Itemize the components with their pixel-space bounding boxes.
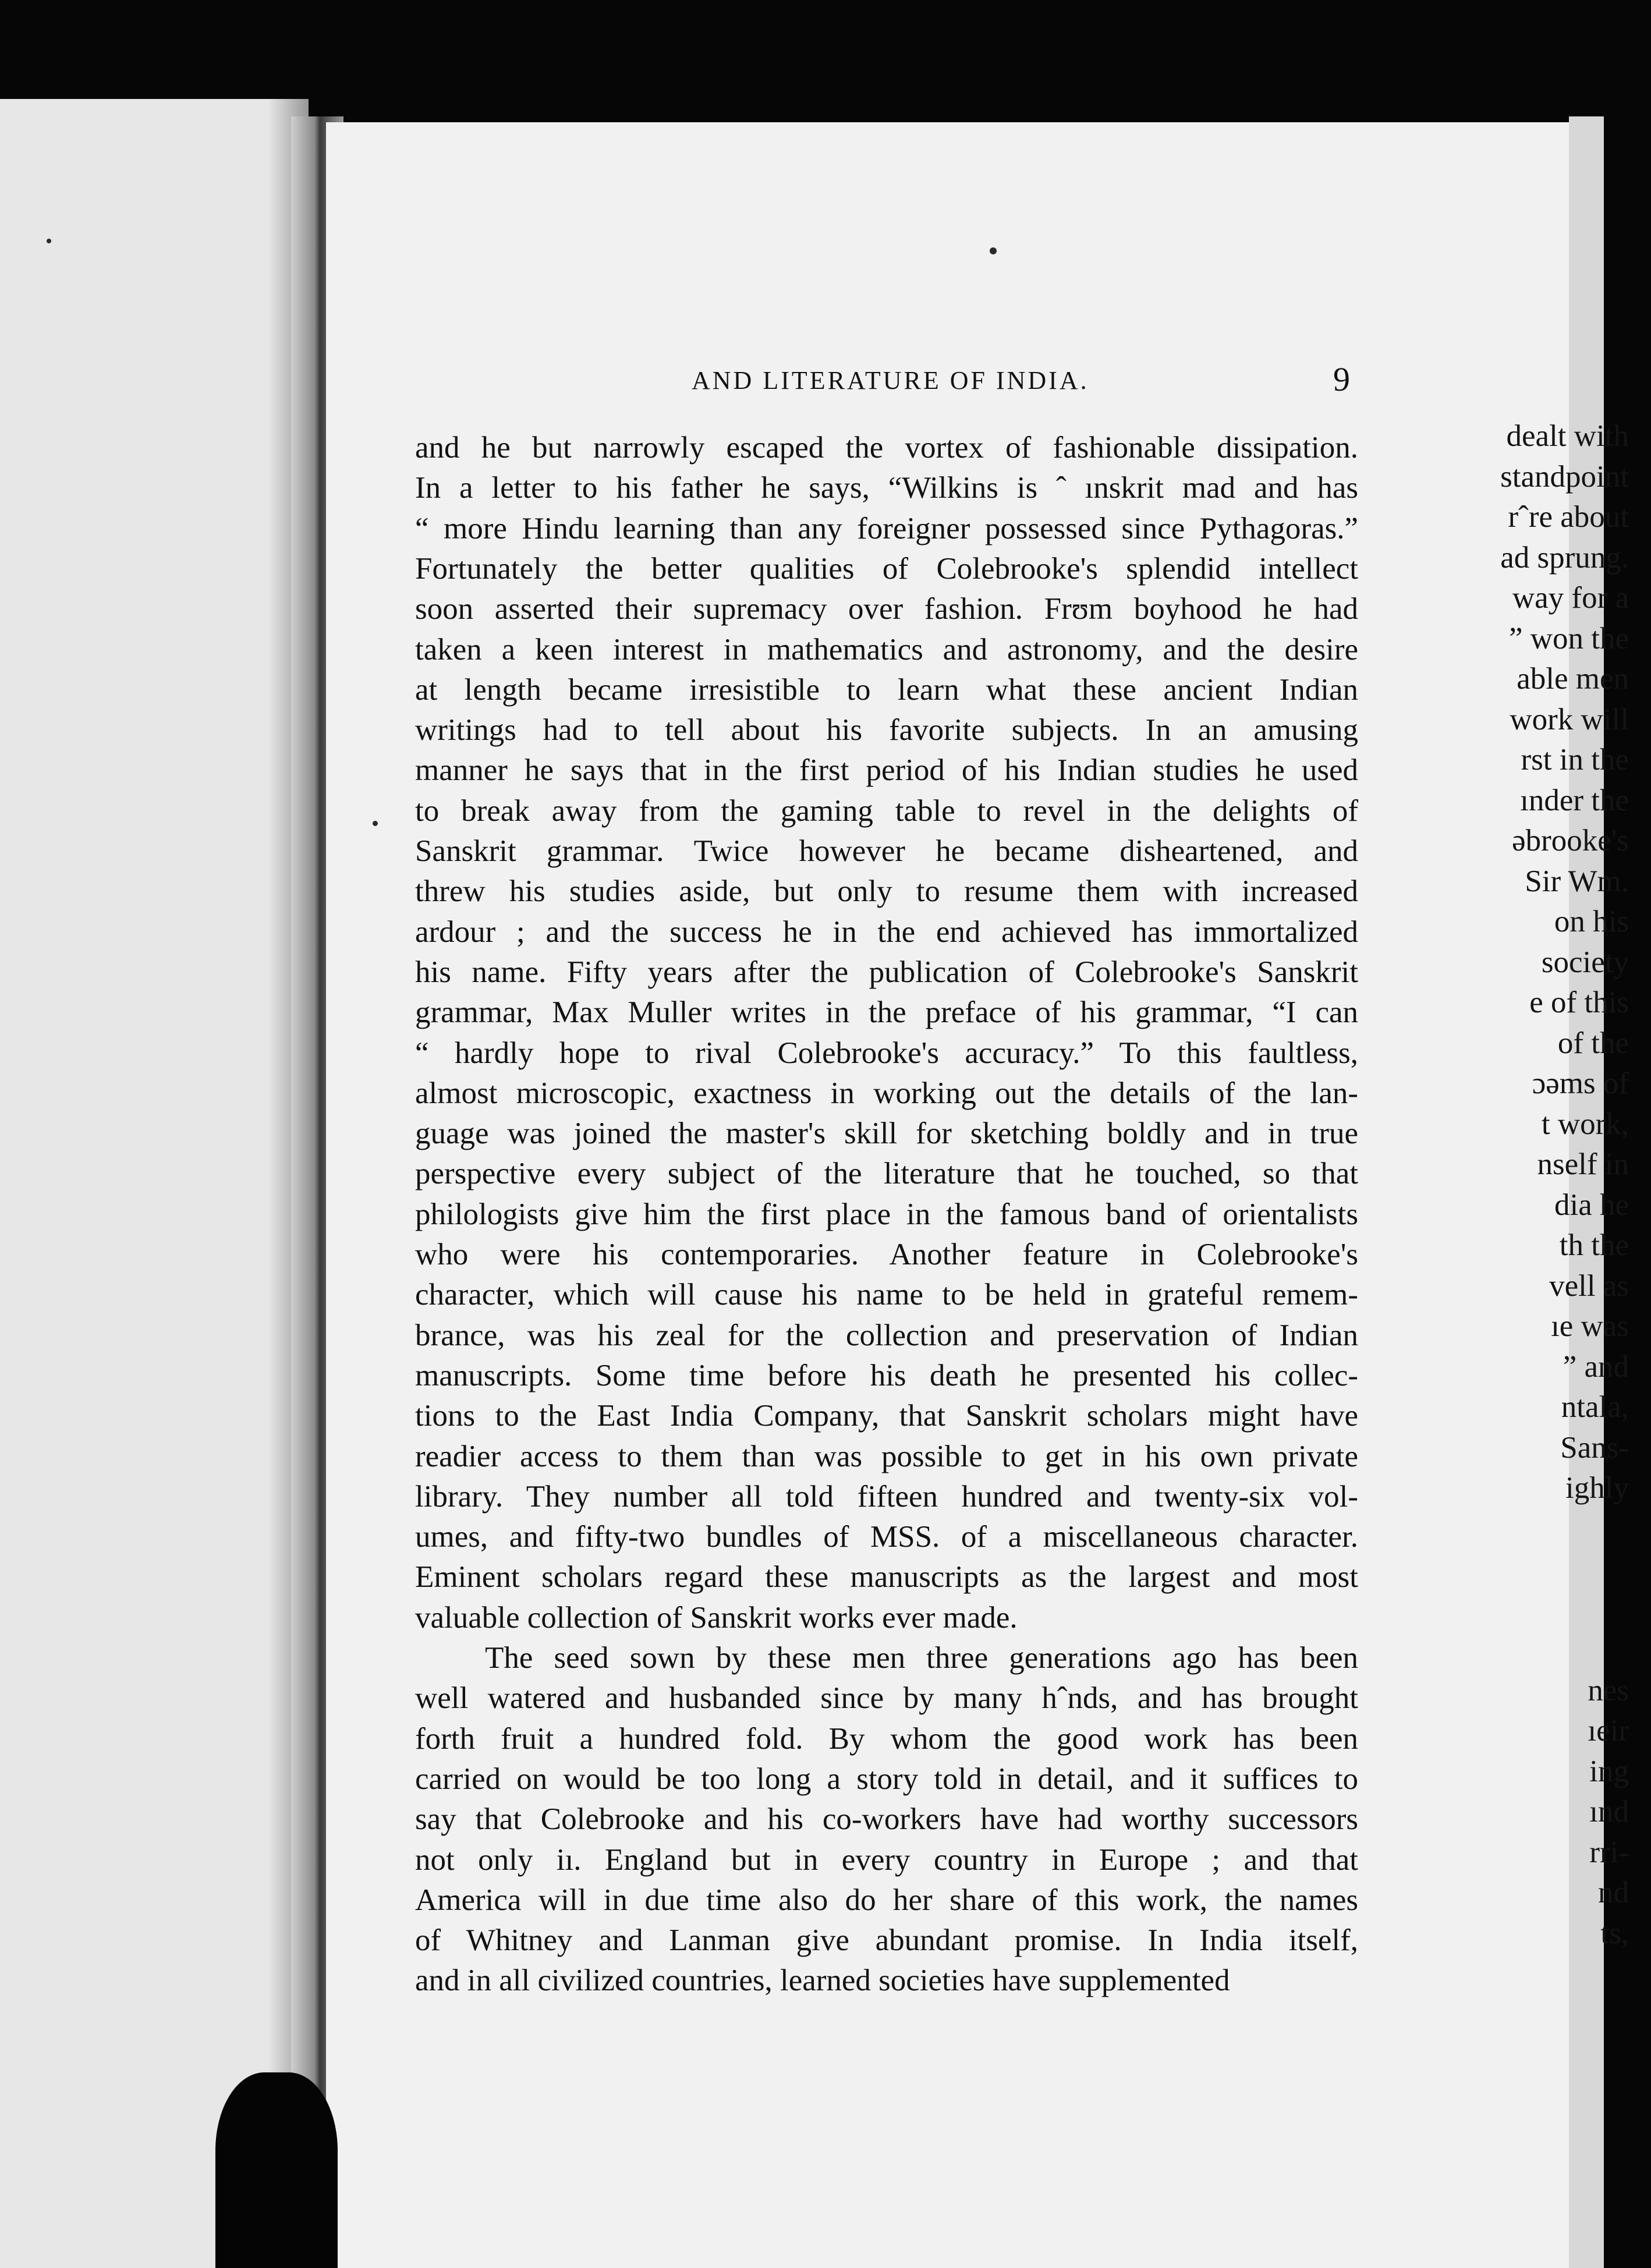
left-page-line: ad sprung. xyxy=(1500,540,1629,575)
body-line: guage was joined the master's skill for sketching boldly and in true xyxy=(415,1117,1358,1151)
body-line: tions to the East India Company, that Sanskrit scholars might have xyxy=(415,1399,1358,1433)
left-page-line: ıe was xyxy=(1551,1309,1629,1343)
body-line: of Whitney and Lanman give abundant promise. In India itself, xyxy=(415,1923,1358,1958)
body-line: philologists give him the first place in the famous band of orientalists xyxy=(415,1197,1358,1231)
left-page-line: dealt with xyxy=(1506,419,1629,453)
body-line: “ more Hindu learning than any foreigner possessed since Pythagoras.” xyxy=(415,511,1358,545)
left-page-line: t work, xyxy=(1541,1107,1629,1141)
left-page-line: e of this xyxy=(1529,986,1629,1019)
ink-speck xyxy=(373,821,378,826)
left-page-line: standpoint xyxy=(1500,459,1629,494)
body-line: character, which will cause his name to be held in grateful remem- xyxy=(415,1278,1358,1312)
body-line: manuscripts. Some time before his death he presented his collec- xyxy=(415,1358,1358,1392)
body-line: say that Colebrooke and his co-workers have had worthy successors xyxy=(415,1802,1358,1837)
left-page-line: ” won the xyxy=(1508,621,1629,655)
running-head: AND LITERATURE OF INDIA. xyxy=(692,366,1089,395)
left-page-line: th the xyxy=(1559,1228,1629,1262)
body-line: at length became irresistible to learn what these ancient Indian xyxy=(415,672,1358,707)
left-page-line: Sans- xyxy=(1560,1430,1629,1465)
body-line: almost microscopic, exactness in working out the details of the lan- xyxy=(415,1076,1358,1110)
body-line: threw his studies aside, but only to resume them with increased xyxy=(415,874,1358,909)
body-line: who were his contemporaries. Another feature in Colebrooke's xyxy=(415,1238,1358,1271)
left-page-line: able men xyxy=(1517,662,1629,696)
left-page-line: work will xyxy=(1510,702,1629,736)
ink-speck xyxy=(47,239,51,243)
left-page-line: dia he xyxy=(1554,1188,1629,1222)
body-line: his name. Fifty years after the publication of Colebrooke's Sanskrit xyxy=(415,955,1358,989)
body-line: well watered and husbanded since by many hˆnds, and has brought xyxy=(415,1681,1358,1716)
body-line: not only iı. England but in every country in Europe ; and that xyxy=(415,1842,1358,1877)
left-page-line: Sir Wm. xyxy=(1525,864,1629,898)
left-page-line: ɔəms of xyxy=(1532,1066,1629,1100)
body-line: Fortunately the better qualities of Colebrooke's splendid intellect xyxy=(415,551,1358,586)
left-page-line: ntala, xyxy=(1561,1390,1629,1424)
left-page-line: of the xyxy=(1557,1026,1629,1060)
body-line: to break away from the gaming table to revel in the delights of xyxy=(415,793,1358,828)
left-page-line: society xyxy=(1541,945,1629,979)
body-line: umes, and fifty-two bundles of MSS. of a miscellaneous character. xyxy=(415,1520,1358,1554)
body-line: “ hardly hope to rival Colebrooke's accuracy.” To this faultless, xyxy=(415,1036,1358,1070)
left-page-line: ighly xyxy=(1565,1471,1629,1505)
body-line: Sanskrit grammar. Twice however he became disheartened, and xyxy=(415,834,1358,868)
left-page-line: nes xyxy=(1588,1673,1629,1707)
left-page-line: on his xyxy=(1554,905,1629,938)
body-line: America will in due time also do her share of this work, the names xyxy=(415,1883,1358,1917)
left-page-line: ıeir xyxy=(1588,1714,1629,1748)
body-line: forth fruit a hundred fold. By whom the good work has been xyxy=(415,1721,1358,1756)
body-line: Eminent scholars regard these manuscripts as the largest and most xyxy=(415,1560,1358,1594)
body-line: readier access to them than was possible to get in his own private xyxy=(415,1439,1358,1473)
body-line: carried on would be too long a story told in detail, and it suffices to xyxy=(415,1762,1358,1796)
page-number: 9 xyxy=(1333,360,1350,398)
body-line: The seed sown by these men three generations ago has been xyxy=(485,1641,1358,1675)
body-line: taken a keen interest in mathematics and astronomy, and the desire xyxy=(415,632,1358,667)
body-line: grammar, Max Muller writes in the preface of his grammar, “I can xyxy=(415,995,1358,1030)
body-line: writings had to tell about his favorite subjects. In an amusing xyxy=(415,713,1358,747)
left-page-line: vell as xyxy=(1549,1268,1629,1303)
body-line: brance, was his zeal for the collection and preservation of Indian xyxy=(415,1318,1358,1352)
body-line: soon asserted their supremacy over fashion. Frʊm boyhood he had xyxy=(415,592,1358,626)
body-line: valuable collection of Sanskrit works ever made. xyxy=(415,1600,1018,1635)
body-line: ardour ; and the success he in the end achieved has immortalized xyxy=(415,915,1358,949)
ink-speck xyxy=(990,247,997,254)
left-page xyxy=(0,99,309,2268)
left-page-line: way for a xyxy=(1512,581,1629,615)
left-page-line: rst in the xyxy=(1521,743,1629,777)
left-page-line: rˆre about xyxy=(1508,500,1629,534)
body-line: manner he says that in the first period of his Indian studies he used xyxy=(415,753,1358,788)
left-page-line: ing xyxy=(1589,1754,1629,1788)
left-page-line: ” and xyxy=(1563,1349,1629,1384)
body-line: library. They number all told fifteen hundred and twenty-six vol- xyxy=(415,1479,1358,1514)
gutter-shadow-blot xyxy=(215,2072,338,2268)
left-page-line: ınd xyxy=(1589,1795,1629,1828)
left-page-line: əbrooke's xyxy=(1512,824,1629,857)
body-line: and he but narrowly escaped the vortex of fashionable dissipation. xyxy=(415,431,1358,465)
body-line: and in all civilized countries, learned societies have supplemented xyxy=(415,1964,1230,1998)
left-page-line: ts, xyxy=(1600,1916,1629,1950)
left-page-line: rri- xyxy=(1589,1835,1629,1869)
body-line: perspective every subject of the literature that he touched, so that xyxy=(415,1157,1358,1191)
left-page-line: ınder the xyxy=(1520,783,1629,817)
left-page-line: nself in xyxy=(1537,1147,1629,1181)
body-line: In a letter to his father he says, “Wilkins is ˆ ınskrit mad and has xyxy=(415,471,1358,505)
left-page-line: nd xyxy=(1598,1876,1629,1909)
